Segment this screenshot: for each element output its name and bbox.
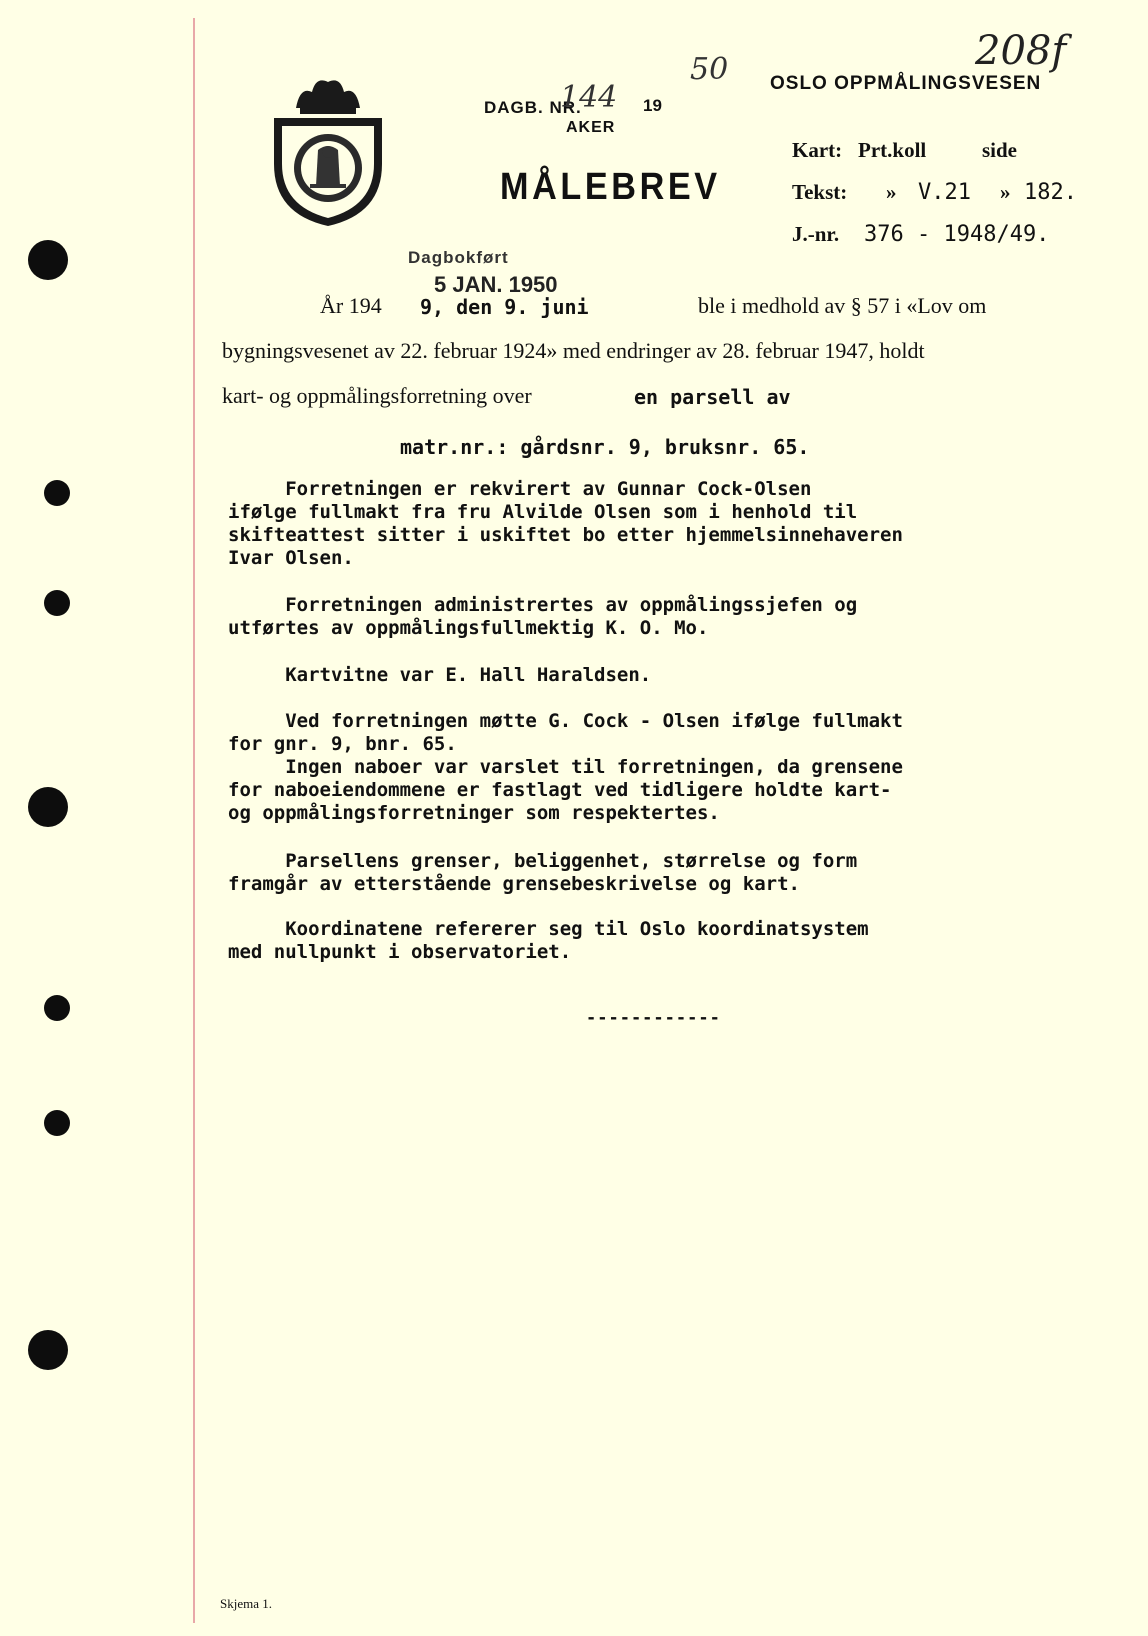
text-line: Parsellens grenser, beliggenhet, størrelse og form — [228, 850, 858, 872]
intro-line-3: kart- og oppmålingsforretning over — [222, 383, 532, 408]
registration-stamp-date: 5 JAN. 1950 — [434, 272, 558, 297]
text-line: Forretningen administrertes av oppmålingssjefen og — [228, 594, 858, 616]
diary-year-handwritten: 50 — [690, 52, 729, 87]
diary-year-prefix: 19 — [643, 96, 662, 115]
intro-line-1: ble i medhold av § 57 i «Lov om — [698, 293, 987, 318]
paragraph-coordinates — [228, 918, 869, 964]
text-line: Ingen naboer var varslet til forretningen, da grensene — [228, 756, 903, 778]
section-separator: ------------ — [586, 1008, 721, 1028]
tekst-ditto-mark: » — [886, 180, 897, 204]
text-line: ifølge fullmakt fra fru Alvilde Olsen som i henhold til — [228, 501, 858, 523]
text-line: Ved forretningen møtte G. Cock - Olsen ifølge fullmakt — [228, 710, 903, 732]
text-line: for naboeiendommene er fastlagt ved tidligere holdte kart- — [228, 779, 892, 801]
protokoll-label: Prt.koll — [858, 138, 927, 162]
office-name: OSLO OPPMÅLINGSVESEN — [770, 73, 1042, 94]
cadastral-number: matr.nr.: gårdsnr. 9, bruksnr. 65. — [400, 435, 810, 459]
kart-label: Kart: — [792, 138, 843, 162]
punch-hole — [44, 995, 70, 1021]
punch-hole — [44, 1110, 70, 1136]
text-line: utførtes av oppmålingsfullmektig K. O. Mo. — [228, 617, 709, 639]
text-line: og oppmålingsforretninger som respektertes. — [228, 802, 720, 824]
punch-hole — [44, 480, 70, 506]
intro-typed-object: en parsell av — [634, 385, 791, 409]
text-line: Ivar Olsen. — [228, 547, 354, 569]
paragraph-administration — [228, 594, 857, 640]
jnr-label: J.-nr. — [792, 222, 840, 246]
paragraph-witness: Kartvitne var E. Hall Haraldsen. — [228, 664, 652, 686]
paragraph-requisition — [228, 478, 903, 570]
text-line: skifteattest sitter i uskiftet bo etter hjemmelsinnehaveren — [228, 524, 903, 546]
text-line: Forretningen er rekvirert av Gunnar Cock-Olsen — [228, 478, 812, 500]
diary-number-handwritten: 144 — [560, 80, 618, 115]
text-line: med nullpunkt i observatoriet. — [228, 941, 572, 963]
text-line: Koordinatene refererer seg til Oslo koordinatsystem — [228, 918, 869, 940]
tekst-ditto-mark: » — [1000, 180, 1011, 204]
side-label: side — [982, 138, 1018, 162]
margin-rule — [193, 18, 195, 1623]
punch-hole — [44, 590, 70, 616]
district-label: AKER — [566, 119, 616, 136]
jnr-value: 376 - 1948/49. — [864, 222, 1050, 247]
intro-year-prefix: År 194 — [320, 293, 382, 318]
tekst-volume: V.21 — [918, 180, 971, 205]
paragraph-boundaries — [228, 850, 857, 896]
text-line: framgår av etterstående grensebeskrivelse og kart. — [228, 873, 800, 895]
punch-hole — [28, 1330, 68, 1370]
paragraph-attendance — [228, 710, 903, 825]
punch-hole — [28, 787, 68, 827]
text-line: for gnr. 9, bnr. 65. — [228, 733, 457, 755]
tekst-page: 182. — [1024, 180, 1077, 205]
diary-number-label: DAGB. NR. — [484, 98, 582, 117]
punch-hole — [28, 240, 68, 280]
registration-stamp-label: Dagbokført — [408, 248, 509, 267]
form-number: Skjema 1. — [220, 1596, 272, 1611]
oslo-seal-emblem — [266, 68, 390, 228]
tekst-label: Tekst: — [792, 180, 848, 204]
document-title: MÅLEBREV — [500, 166, 721, 208]
intro-typed-date: 9, den 9. juni — [420, 295, 589, 319]
corner-handwritten-note: 208f — [975, 28, 1067, 74]
intro-line-2: bygningsvesenet av 22. februar 1924» med endringer av 28. februar 1947, holdt — [222, 338, 925, 363]
